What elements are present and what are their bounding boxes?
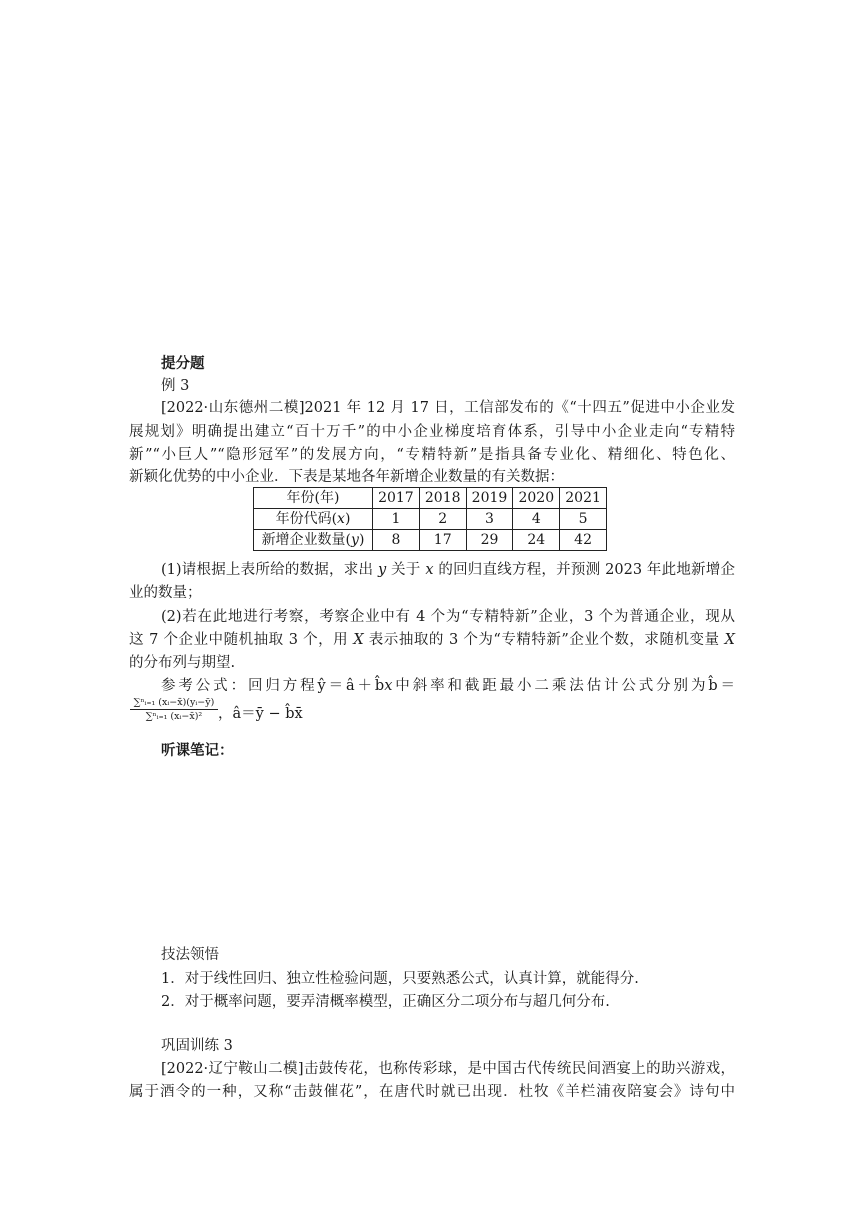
question-line: (1)请根据上表所给的数据，求出 y 关于 x 的回归直线方程，并预测 2023 年此地新增企 <box>161 562 736 578</box>
table-row <box>254 530 607 551</box>
table-cell: 42 <box>560 530 607 551</box>
question-line: (2)若在此地进行考察，考察企业中有 4 个为“专精特新”企业，3 个为普通企业，现从 <box>161 609 735 625</box>
table-cell: 2020 <box>513 488 560 509</box>
question-line: 业的数量； <box>129 585 202 601</box>
problem-line: [2022·山东德州二模]2021 年 12 月 17 日，工信部发布的《“十四五”促进中小企业发 <box>161 400 735 416</box>
table-cell: 8 <box>373 530 420 551</box>
section-title: 提分题 <box>161 356 205 372</box>
table-row-header: 新增企业数量(y) <box>254 530 373 551</box>
table-cell: 1 <box>373 509 420 530</box>
slope-fraction <box>130 697 218 722</box>
practice-line: [2022·辽宁鞍山二模]击鼓传花，也称传彩球，是中国古代传统民间酒宴上的助兴游戏， <box>161 1061 735 1077</box>
tips-item: 1．对于线性回归、独立性检验问题，只要熟悉公式，认真计算，就能得分. <box>161 971 639 987</box>
question-line: 的分布列与期望. <box>129 655 236 671</box>
tips-item: 2．对于概率问题，要弄清概率模型，正确区分二项分布与超几何分布. <box>161 994 610 1010</box>
question-line: 这 7 个企业中随机抽取 3 个，用 X 表示抽取的 3 个为“专精特新”企业个数，求随机变量 X <box>129 632 735 648</box>
table-row <box>254 488 607 509</box>
problem-line: 新”“小巨人”“隐形冠军”的发展方向，“专精特新”是指具备专业化、精细化、特色化、 <box>129 447 735 463</box>
table-cell: 2017 <box>373 488 420 509</box>
table-row-header: 年份(年) <box>254 488 373 509</box>
table-row-header: 年份代码(x) <box>254 509 373 530</box>
problem-line: 新颖化优势的中小企业．下表是某地各年新增企业数量的有关数据： <box>129 469 564 485</box>
table-cell: 2 <box>419 509 466 530</box>
table-cell: 2018 <box>419 488 466 509</box>
practice-line: 属于酒令的一种，又称“击鼓催花”，在唐代时就已出现．杜牧《羊栏浦夜陪宴会》诗句中 <box>129 1084 735 1100</box>
table-cell: 2021 <box>560 488 607 509</box>
table-cell: 2019 <box>466 488 513 509</box>
intercept-formula: ，â＝ȳ − b̂x̄ <box>218 706 303 722</box>
table-cell: 17 <box>419 530 466 551</box>
table-cell: 3 <box>466 509 513 530</box>
example-label: 例 3 <box>161 378 190 394</box>
formula-line: 参考公式：回归方程ŷ＝â＋b̂x中斜率和截距最小二乘法估计公式分别为b̂＝ <box>161 678 736 694</box>
fraction-numerator: ∑ⁿᵢ₌₁ (xᵢ−x̄)(yᵢ−ȳ) <box>130 697 218 710</box>
notes-label: 听课笔记： <box>161 743 234 759</box>
table-row <box>254 509 607 530</box>
tips-title: 技法领悟 <box>161 947 219 963</box>
data-table <box>253 487 607 551</box>
problem-line: 展规划》明确提出建立“百十万千”的中小企业梯度培育体系，引导中小企业走向“专精特 <box>129 424 735 440</box>
table-cell: 24 <box>513 530 560 551</box>
table-cell: 4 <box>513 509 560 530</box>
table-cell: 5 <box>560 509 607 530</box>
practice-title: 巩固训练 3 <box>161 1038 233 1054</box>
table-cell: 29 <box>466 530 513 551</box>
fraction-denominator: ∑ⁿᵢ₌₁ (xᵢ−x̄)² <box>145 711 203 722</box>
